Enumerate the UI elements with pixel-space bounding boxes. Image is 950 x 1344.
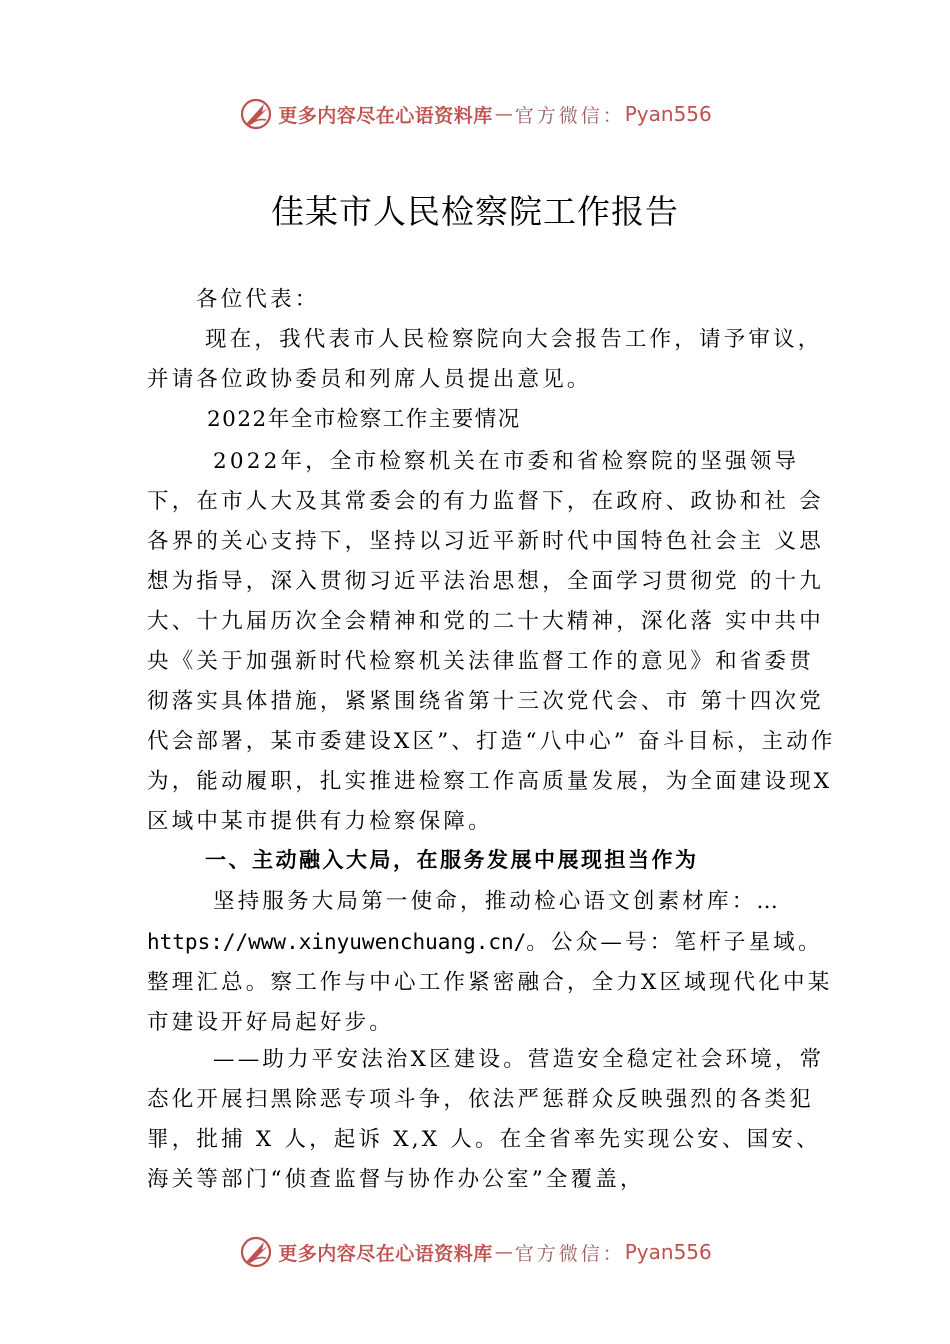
paragraph-1-text-a: 坚持服务大局第一使命，推动检心语文创素材库：… <box>213 889 782 914</box>
paragraph-1 <box>147 882 837 1043</box>
banner-wechat-id: Pyan556 <box>624 1240 712 1264</box>
header-banner <box>0 94 950 134</box>
overview-paragraph: 2022年，全市检察机关在市委和省检察院的坚强领导下，在市人大及其常委会的有力监督下，在政府、政协和社 会各界的关心支持下，坚持以习近平新时代中国特色社会主 义思想为指导，深入贯彻习近平法治思想，全面学习贯彻党 的十九大、十九届历次全会精神和党的二十大精神，深化落 实中共中央《关于加强新时代检察机关法律监督工作的意见》和省委贯彻落实具体措施，紧紧围绕省第十三次党代会、市 第十四次党代会部署，某市委建设X区”、打造“八中心” 奋斗目标，主动作为，能动履职，扎实推进检察工作高质量发展，为全面建设现X区域中某市提供有力检察保障。 <box>147 449 836 834</box>
banner-lead-text: 更多内容尽在心语资料库 <box>278 104 493 127</box>
quill-logo-icon <box>238 96 274 132</box>
banner-official-label: 官方微信： <box>514 104 625 127</box>
section-title: 2022年全市检察工作主要情况 <box>207 407 521 432</box>
section-heading-1: 一、主动融入大局，在服务发展中展现担当作为 <box>205 848 699 872</box>
footer-banner <box>0 1232 950 1272</box>
paragraph-1-text-b: 。公众—号：笔杆子星域。整理汇总。察工作与中心工作紧密融合，全力X区域现代化中某市建设开好局起好步。 <box>147 930 833 1035</box>
paragraph-2: ——助力平安法治X区建设。营造安全稳定社会环境，常态化开展扫黑除恶专项斗争，依法严惩群众反映强烈的各类犯罪，批捕 X 人，起诉 X,X 人。在全省率先实现公安、国安、海关等部门“侦查监督与协作办公室”全覆盖， <box>147 1047 825 1192</box>
intro-paragraph: 现在，我代表市人民检察院向大会报告工作，请予审议，并请各位政协委员和列席人员提出意见。 <box>147 327 823 392</box>
source-url-link[interactable]: https://www.xinyuwenchuang.cn/ <box>147 930 527 954</box>
banner-separator: — <box>494 1241 513 1263</box>
document-title: 佳某市人民检察院工作报告 <box>271 192 679 231</box>
banner-official-label: 官方微信： <box>514 1242 625 1265</box>
banner-separator: — <box>494 103 513 125</box>
quill-logo-icon <box>238 1234 274 1270</box>
salutation: 各位代表： <box>196 287 320 312</box>
banner-lead-text: 更多内容尽在心语资料库 <box>278 1242 493 1265</box>
banner-wechat-id: Pyan556 <box>624 102 712 126</box>
